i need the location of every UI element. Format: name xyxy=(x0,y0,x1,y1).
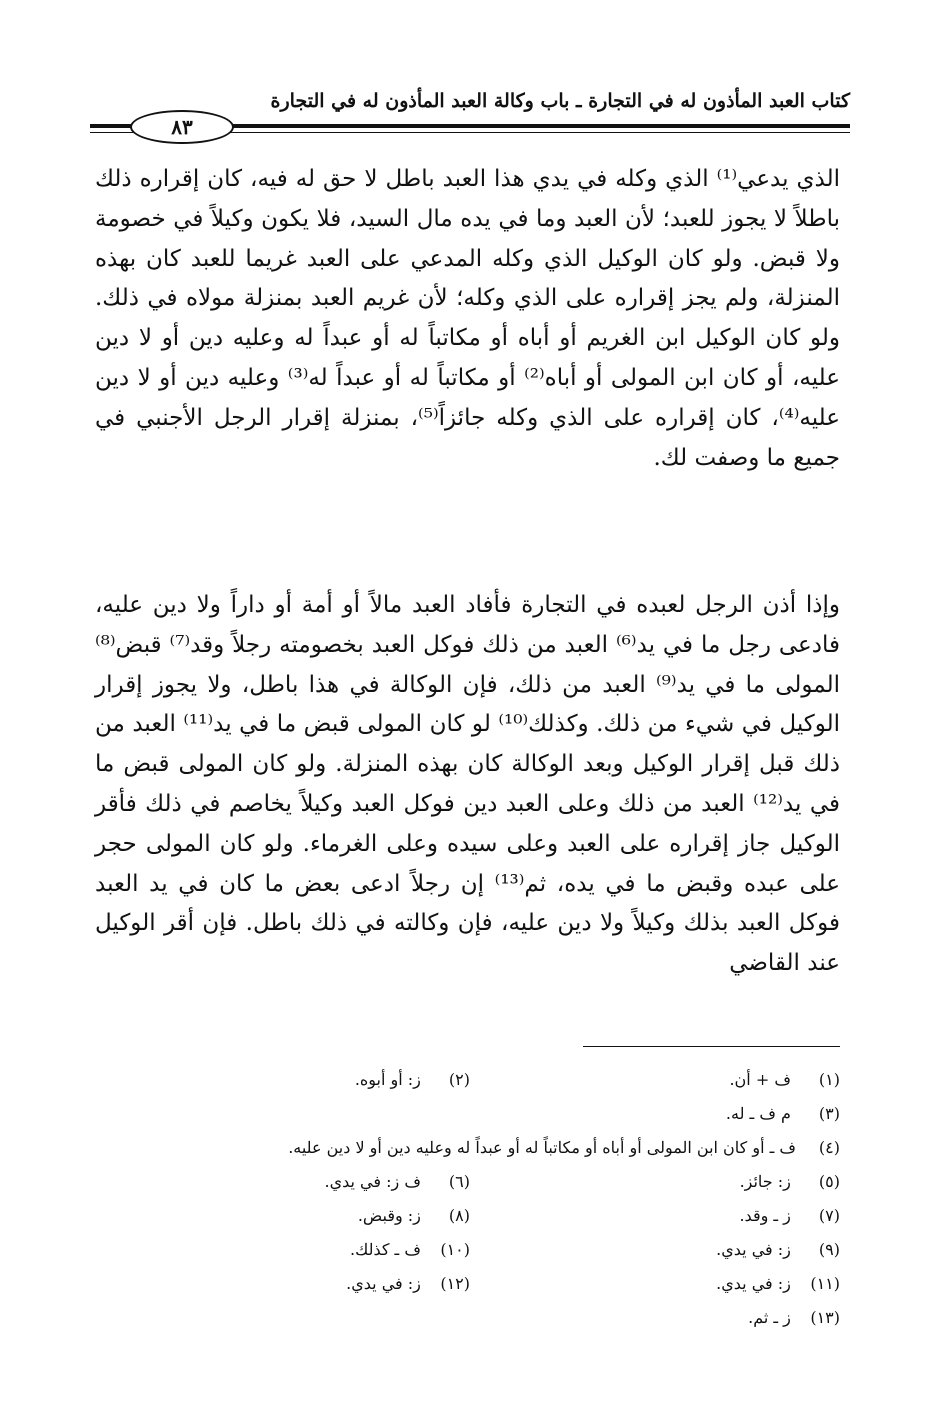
page-number-badge xyxy=(130,110,234,144)
page-header xyxy=(90,84,850,144)
footnote-row xyxy=(100,1096,840,1130)
paragraph-text: وإذا أذن الرجل لعبده في التجارة فأفاد العبد مالاً أو أمة أو داراً ولا دين عليه، فادعى رجل ما في يد⁽⁶⁾ العبد من ذلك فوكل العبد بخصومته رجلاً وقد⁽⁷⁾ قبض⁽⁸⁾ المولى ما في يد⁽⁹⁾ العبد من ذلك، فإن الوكالة في هذا باطل، ولا يجوز إقرار الوكيل في شيء من ذلك. وكذلك⁽¹⁰⁾ لو كان المولى قبض ما في يد⁽¹¹⁾ العبد من ذلك قبل إقرار الوكيل وبعد الوكالة كان بهذه المنزلة. ولو كان المولى قبض ما في يد⁽¹²⁾ العبد من ذلك وعلى العبد دين فوكل العبد وكيلاً يخاصم في ذلك فأقر الوكيل جاز إقراره على العبد وعلى سيده وعلى الغرماء. ولو كان المولى حجر على عبده وقبض ما في يده، ثم⁽¹³⁾ إن رجلاً ادعى بعض ما كان في يد العبد فوكل العبد بذلك وكيلاً ولا دين عليه، فإن وكالته في ذلك باطل. فإن أقر الوكيل عند القاضي xyxy=(95,592,841,977)
footnote-number: (١٢) xyxy=(440,1273,470,1293)
page-number: ٨٣ xyxy=(171,115,193,139)
footnote-text: ز: في يدي. xyxy=(346,1273,421,1293)
footnote-row xyxy=(100,1198,840,1232)
footnote-text: ز: في يدي. xyxy=(716,1273,791,1293)
footnote-row xyxy=(100,1062,840,1096)
footnote-number: (١٣) xyxy=(810,1307,840,1327)
footnote-10 xyxy=(100,1240,470,1259)
footnote-number: (٩) xyxy=(818,1239,840,1259)
footnote-number: (٨) xyxy=(448,1205,470,1225)
footnote-9 xyxy=(470,1240,840,1259)
footnotes xyxy=(100,1062,840,1334)
footnote-11 xyxy=(470,1274,840,1293)
paragraph-text: الذي يدعي⁽¹⁾ الذي وكله في يدي هذا العبد باطل لا حق له فيه، كان إقراره ذلك باطلاً لا يجوز للعبد؛ لأن العبد وما في يده مال السيد، فلا يكون وكيلاً في خصومة ولا قبض. ولو كان الوكيل الذي وكله المدعي على العبد غريما للعبد كان بهذه المنزلة، ولم يجز إقراره على الذي وكله؛ لأن غريم العبد بمنزلة مولاه في ذلك. ولو كان الوكيل ابن الغريم أو أباه أو مكاتباً له أو عبداً له وعليه دين أو لا دين عليه، أو كان ابن المولى أو أباه⁽²⁾ أو مكاتباً له أو عبداً له⁽³⁾ وعليه دين أو لا دين عليه⁽⁴⁾، كان إقراره على الذي وكله جائزاً⁽⁵⁾، بمنزلة إقرار الرجل الأجنبي في جميع ما وصفت لك. xyxy=(95,166,841,471)
footnote-text: ز: أو أبوه. xyxy=(354,1069,421,1089)
body-paragraph-1 xyxy=(95,160,840,478)
footnote-text: ز: في يدي. xyxy=(716,1239,791,1259)
footnote-13 xyxy=(470,1308,840,1327)
footnote-number: (٣) xyxy=(818,1103,840,1123)
footnote-number: (٢) xyxy=(448,1069,470,1089)
footnote-text: م ف ـ له. xyxy=(725,1103,791,1123)
footnote-separator xyxy=(583,1046,840,1047)
footnote-number: (٥) xyxy=(818,1171,840,1191)
footnote-text: ز: جائز. xyxy=(739,1171,791,1191)
footnote-8 xyxy=(100,1206,470,1225)
footnote-1 xyxy=(470,1070,840,1089)
footnote-number: (١٠) xyxy=(440,1239,470,1259)
footnote-number: (١) xyxy=(818,1069,840,1089)
footnote-text: ز ـ وقد. xyxy=(739,1205,791,1225)
footnote-number: (٤) xyxy=(818,1137,840,1157)
footnote-row xyxy=(100,1164,840,1198)
footnote-text: ف ـ أو كان ابن المولى أو أباه أو مكاتباً له أو عبداً له وعليه دين أو لا دين عليه. xyxy=(288,1137,796,1157)
footnote-text: ف ز: في يدي. xyxy=(324,1171,421,1191)
footnote-text: ز ـ ثم. xyxy=(748,1307,791,1327)
footnote-row xyxy=(100,1266,840,1300)
footnote-7 xyxy=(470,1206,840,1225)
body-paragraph-2 xyxy=(95,586,840,984)
footnote-4 xyxy=(100,1130,840,1164)
running-title: كتاب العبد المأذون له في التجارة ـ باب وكالة العبد المأذون له في التجارة xyxy=(270,90,850,112)
footnote-text: ف ـ كذلك. xyxy=(350,1239,421,1259)
footnote-12 xyxy=(100,1274,470,1293)
footnote-number: (٦) xyxy=(448,1171,470,1191)
footnote-2 xyxy=(100,1070,470,1089)
footnote-number: (١١) xyxy=(810,1273,840,1293)
footnote-6 xyxy=(100,1172,470,1191)
footnote-number: (٧) xyxy=(818,1205,840,1225)
footnote-3 xyxy=(470,1104,840,1123)
footnote-row xyxy=(100,1232,840,1266)
footnote-row xyxy=(100,1300,840,1334)
footnote-text: ف + أن. xyxy=(729,1069,791,1089)
footnote-5 xyxy=(470,1172,840,1191)
footnote-text: ز: وقبض. xyxy=(357,1205,421,1225)
